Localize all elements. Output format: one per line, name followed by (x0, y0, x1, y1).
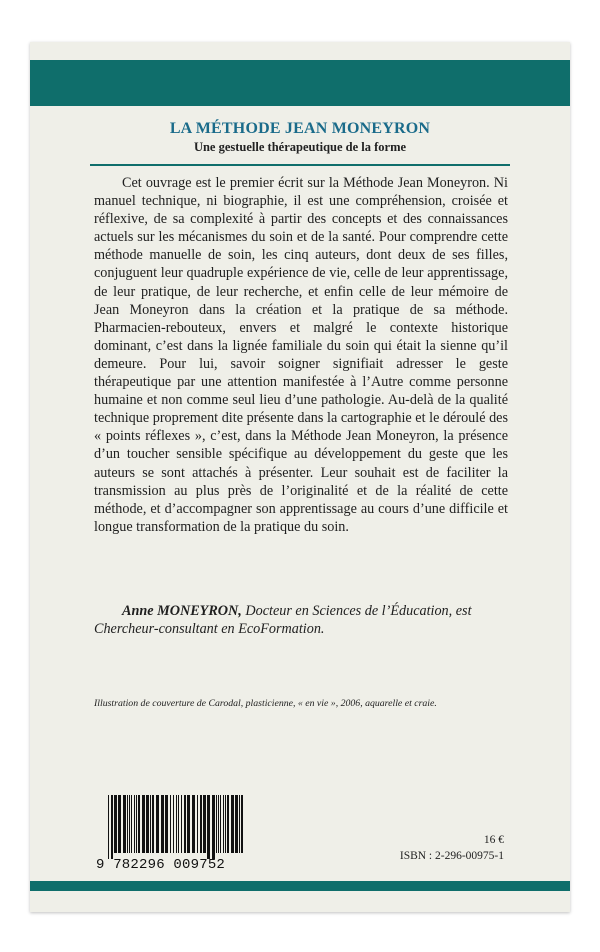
barcode-bar (165, 795, 168, 853)
barcode-bar (150, 795, 151, 853)
author-bio: Docteur en Sciences de l’Éducation, est Chercheur-consultant en EcoFormation. (94, 603, 472, 637)
barcode-bar (142, 795, 145, 853)
top-color-band (30, 60, 570, 106)
barcode-bar (197, 795, 198, 853)
barcode-bar (207, 795, 210, 859)
barcode-bar (134, 795, 135, 853)
summary-text: Cet ouvrage est le premier écrit sur la Méthode Jean Moneyron. Ni manuel technique, ni biographie, il est une compréhension, croisée et réflexive, de sa complexité à partir des concepts et des connaissances actuels sur les mécanismes du soin et de la santé. Pour comprendre cette méthode manuelle de soin, les cinq auteurs, dont deux de ses filles, conjuguent leur quadruple expérience de vie, celle de leur apprentissage, de leur pratique, de leur recherche, et enfin celle de leur mémoire de Jean Moneyron dans la création et la pratique de sa méthode. Pharmacien-rebouteux, envers et malgré le contexte historique dominant, c’est dans la lignée familiale du soin qui était la sienne qu’il demeure. Pour lui, savoir soigner signifiait adresser le geste thérapeutique par une attention manifestée à l’Autre comme personne humaine et non comme seul lieu d’une pathologie. Au-delà de la qualité technique proprement dite présente dans la cartographie et le déroulé des « points réflexes », c’est, dans la Méthode Jean Moneyron, la présence d’un toucher sensible spécifique au développement du geste que les auteurs se sont attachés à présenter. Leur souhait est de faciliter la transmission au plus près de l’originalité et de la réalité de cette méthode, et d’accompagner son apprentissage au cours d’une difficile et longue transformation de la pratique du soin. (94, 175, 508, 535)
barcode-bar (227, 795, 229, 853)
barcode-bar (138, 795, 140, 853)
illustration-credit: Illustration de couverture de Carodal, plasticienne, « en vie », 2006, aquarelle et craie. (94, 698, 437, 709)
barcode-bar (136, 795, 137, 853)
isbn: ISBN : 2-296-00975-1 (399, 850, 504, 862)
barcode-bar (225, 795, 226, 853)
title-divider (90, 164, 510, 166)
barcode-bar (239, 795, 240, 853)
barcode-bar (123, 795, 126, 853)
barcode-bar (176, 795, 177, 853)
title-block (30, 119, 570, 156)
barcode-number: 9 782296 009752 (96, 857, 226, 873)
barcode-bar (152, 795, 154, 853)
barcode-bar (187, 795, 190, 853)
barcode-bar (218, 795, 219, 853)
barcode-bar (184, 795, 186, 853)
barcode-bar (114, 795, 117, 853)
barcode-bar (192, 795, 195, 853)
barcode-bar (170, 795, 171, 853)
barcode-bar (203, 795, 206, 853)
barcode-bars (108, 795, 246, 859)
barcode-bar (216, 795, 217, 853)
barcode-bar (223, 795, 224, 853)
book-back-cover (30, 42, 570, 912)
author-name: Anne MONEYRON, (122, 603, 242, 619)
barcode-bar (220, 795, 221, 853)
barcode-bar (108, 795, 109, 859)
barcode-bar (146, 795, 149, 853)
barcode-bar (111, 795, 113, 859)
barcode-bar (200, 795, 202, 853)
barcode-bar (127, 795, 128, 853)
barcode-bar (129, 795, 130, 853)
barcode-bar (173, 795, 174, 853)
barcode-bar (231, 795, 234, 853)
barcode (96, 795, 246, 873)
barcode-bar (212, 795, 215, 859)
bottom-color-band (30, 881, 570, 891)
author-note (94, 602, 514, 638)
barcode-bar (181, 795, 182, 853)
barcode-bar (161, 795, 164, 853)
price: 16 € (483, 834, 504, 846)
barcode-bar (156, 795, 159, 853)
book-subtitle: Une gestuelle thérapeutique de la forme (193, 140, 407, 154)
barcode-bar (131, 795, 132, 853)
book-title: LA MÉTHODE JEAN MONEYRON (169, 120, 431, 137)
barcode-bar (178, 795, 179, 853)
barcode-bar (118, 795, 121, 853)
barcode-bar (235, 795, 238, 853)
barcode-bar (241, 795, 243, 853)
